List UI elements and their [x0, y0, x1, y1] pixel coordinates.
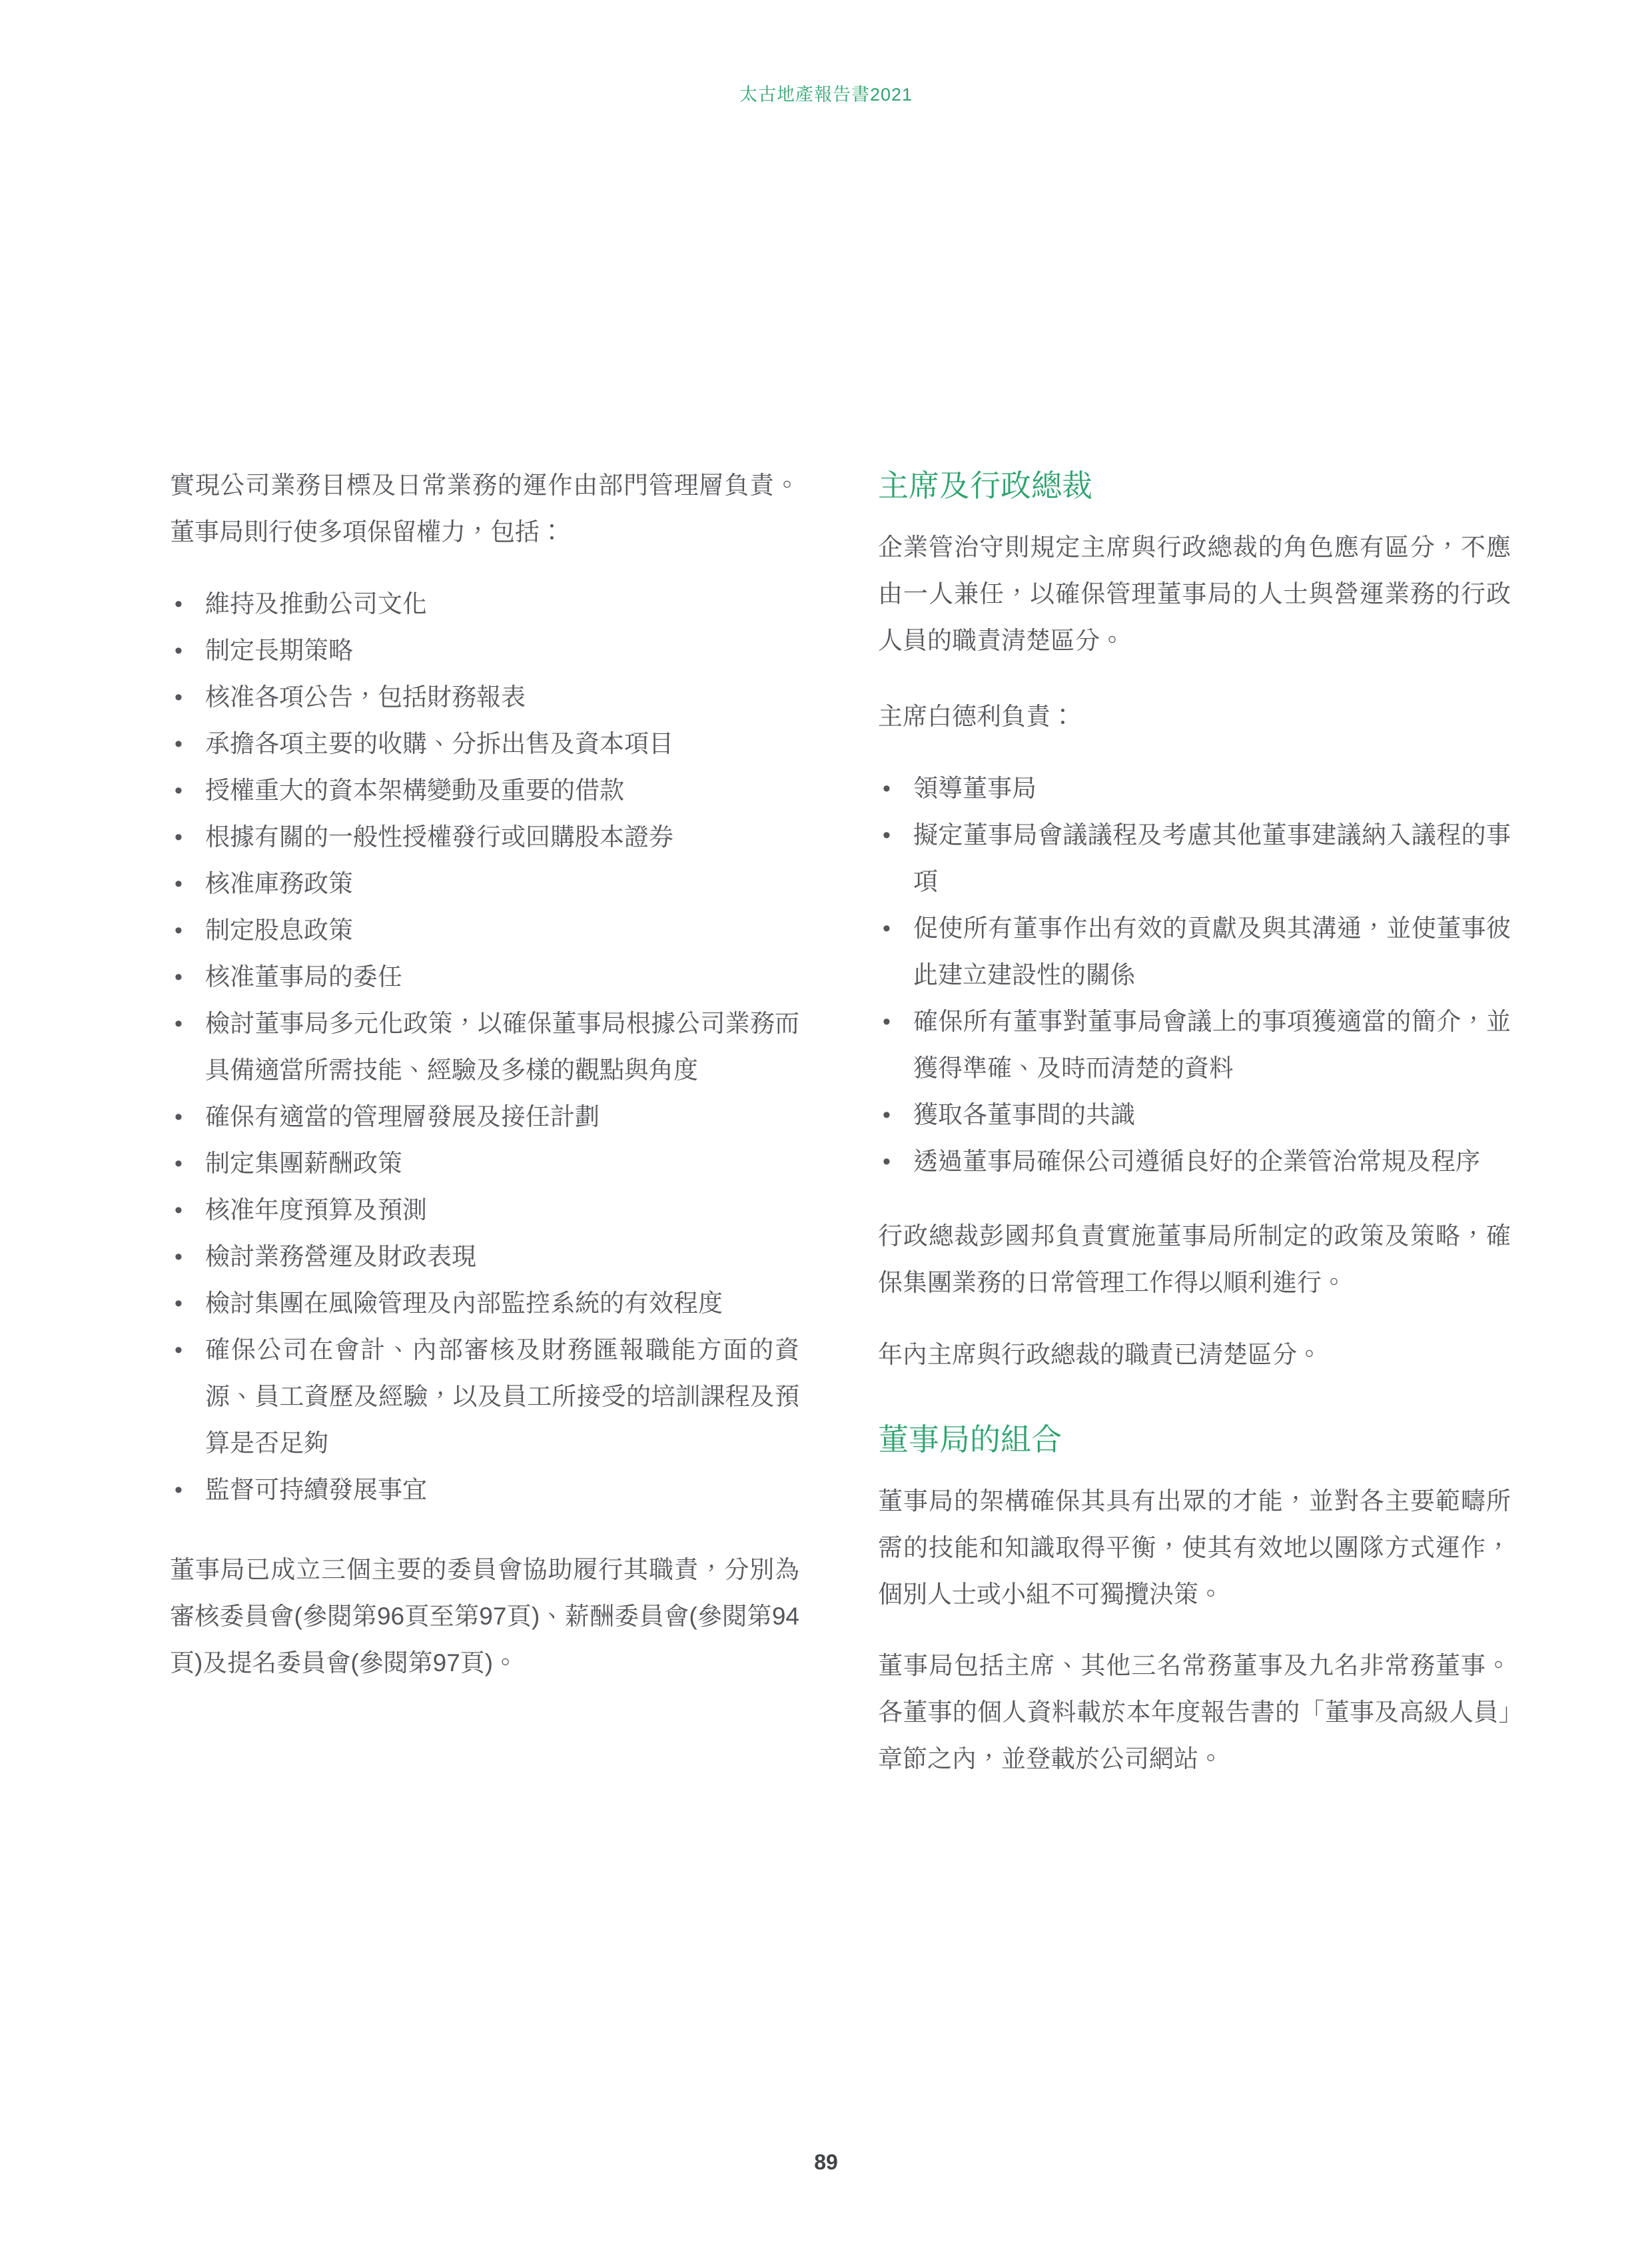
bullet-icon: •	[175, 825, 183, 850]
list-item: • 獲取各董事間的共識	[878, 1092, 1511, 1138]
chairman-responsibilities-list	[878, 765, 1511, 1185]
bullet-icon: •	[175, 1151, 183, 1176]
bullet-icon: •	[175, 685, 183, 710]
bullet-icon: •	[883, 1102, 891, 1128]
board-reserved-powers-list	[170, 581, 799, 1513]
bullet-icon: •	[175, 964, 183, 990]
list-item: • 擬定董事局會議議程及考慮其他董事建議納入議程的事項	[878, 812, 1511, 905]
list-item: • 授權重大的資本架構變動及重要的借款	[170, 767, 799, 814]
list-item: • 確保公司在會計、內部審核及財務匯報職能方面的資源、員工資歷及經驗，以及員工所接受的培訓課程及預算是否足夠	[170, 1327, 799, 1467]
list-item: • 承擔各項主要的收購、分拆出售及資本項目	[170, 721, 799, 767]
bullet-icon: •	[175, 918, 183, 943]
bullet-icon: •	[175, 1477, 183, 1503]
list-item: • 核准董事局的委任	[170, 954, 799, 1000]
bullet-icon: •	[175, 1244, 183, 1270]
bullet-icon: •	[175, 1104, 183, 1130]
cg-code-paragraph: 企業管治守則規定主席與行政總裁的角色應有區分，不應由一人兼任，以確保管理董事局的人士與營運業務的行政人員的職責清楚區分。	[878, 534, 1511, 654]
list-item: • 核准各項公告，包括財務報表	[170, 674, 799, 721]
bullet-icon: •	[883, 776, 891, 801]
list-item: • 核准庫務政策	[170, 861, 799, 907]
roles-separated-paragraph: 年內主席與行政總裁的職責已清楚區分。	[878, 1341, 1322, 1368]
board-structure-paragraph: 董事局的架構確保其具有出眾的才能，並對各主要範疇所需的技能和知識取得平衡，使其有效地以團隊方式運作，個別人士或小組不可獨攬決策。	[878, 1487, 1511, 1608]
bullet-icon: •	[175, 1198, 183, 1223]
bullet-icon: •	[883, 1009, 891, 1034]
section-heading-chairman-ceo: 主席及行政總裁	[878, 468, 1092, 503]
left-column	[170, 462, 799, 1686]
bullet-icon: •	[175, 778, 183, 803]
bullet-icon: •	[175, 638, 183, 663]
board-members-paragraph: 董事局包括主席、其他三名常務董事及九名非常務董事。各董事的個人資料載於本年度報告書的「董事及高級人員」章節之內，並登載於公司網站。	[878, 1652, 1511, 1772]
bullet-icon: •	[175, 871, 183, 897]
list-item: • 透過董事局確保公司遵循良好的企業管治常規及程序	[878, 1138, 1511, 1185]
bullet-icon: •	[175, 1337, 183, 1363]
list-item: • 確保有適當的管理層發展及接任計劃	[170, 1094, 799, 1140]
page-number: 89	[814, 2150, 838, 2174]
list-item: • 核准年度預算及預測	[170, 1187, 799, 1234]
list-item: • 領導董事局	[878, 765, 1511, 812]
list-item: • 制定集團薪酬政策	[170, 1140, 799, 1187]
list-item: • 促使所有董事作出有效的貢獻及與其溝通，並使董事彼此建立建設性的關係	[878, 905, 1511, 998]
intro-paragraph: 實現公司業務目標及日常業務的運作由部門管理層負責。董事局則行使多項保留權力，包括：	[170, 472, 799, 546]
bullet-icon: •	[175, 1011, 183, 1036]
bullet-icon: •	[883, 916, 891, 941]
list-item: • 檢討董事局多元化政策，以確保董事局根據公司業務而具備適當所需技能、經驗及多樣的觀點與角度	[170, 1000, 799, 1094]
list-item: • 檢討業務營運及財政表現	[170, 1234, 799, 1280]
running-header: 太古地產報告書2021	[739, 85, 913, 105]
bullet-icon: •	[175, 731, 183, 757]
bullet-icon: •	[175, 591, 183, 617]
bullet-icon: •	[883, 823, 891, 848]
right-column	[878, 462, 1511, 1782]
list-item: • 監督可持續發展事宜	[170, 1467, 799, 1513]
list-item: • 制定長期策略	[170, 627, 799, 674]
list-item: • 制定股息政策	[170, 907, 799, 954]
ceo-responsibilities-paragraph: 行政總裁彭國邦負責實施董事局所制定的政策及策略，確保集團業務的日常管理工作得以順利進行。	[878, 1222, 1511, 1296]
section-heading-board-composition: 董事局的組合	[878, 1422, 1062, 1457]
committees-paragraph: 董事局已成立三個主要的委員會協助履行其職責，分別為審核委員會(參閱第96頁至第97頁)、薪酬委員會(參閱第94頁)及提名委員會(參閱第97頁)。	[170, 1556, 799, 1677]
list-item: • 確保所有董事對董事局會議上的事項獲適當的簡介，並獲得準確、及時而清楚的資料	[878, 998, 1511, 1092]
bullet-icon: •	[883, 1149, 891, 1174]
list-item: • 根據有關的一般性授權發行或回購股本證券	[170, 814, 799, 861]
list-item: • 檢討集團在風險管理及內部監控系統的有效程度	[170, 1280, 799, 1327]
bullet-icon: •	[175, 1291, 183, 1316]
chairman-responsibilities-lead: 主席白德利負責：	[878, 703, 1075, 730]
list-item: • 維持及推動公司文化	[170, 581, 799, 627]
